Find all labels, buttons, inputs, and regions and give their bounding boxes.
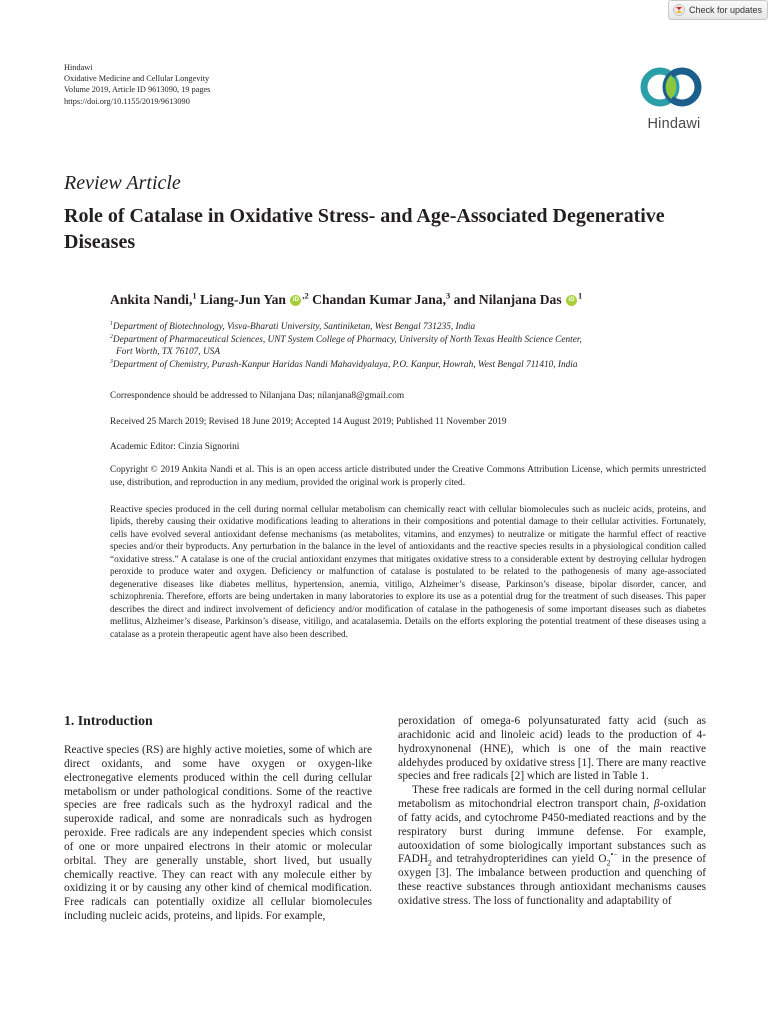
check-for-updates-label: Check for updates bbox=[689, 5, 763, 15]
section-heading: 1. Introduction bbox=[64, 713, 153, 728]
subscript: 2 bbox=[606, 858, 611, 868]
author-name[interactable]: and Nilanjana Das bbox=[453, 292, 562, 307]
affiliation-mark: 2 bbox=[110, 333, 113, 340]
orcid-icon[interactable]: iD bbox=[566, 295, 577, 306]
author-name[interactable]: Liang-Jun Yan bbox=[199, 292, 286, 307]
author-list bbox=[110, 292, 582, 308]
superscript: •− bbox=[610, 850, 618, 860]
academic-editor: Academic Editor: Cinzia Signorini bbox=[110, 442, 240, 452]
orcid-icon[interactable]: iD bbox=[290, 295, 301, 306]
body-paragraph: peroxidation of omega-6 polyunsaturated fatty acid (such as arachidonic acid and linoleic acid) leads to the production of 4-hydroxynonenal (HNE), which is one of the main reactive aldehydes produced by oxidative stress [1]. There are many reactive species and free radicals [2] which are listed in Table 1. bbox=[398, 715, 706, 783]
body-paragraph: Reactive species (RS) are highly active moieties, some of which are direct oxidants, and some have oxygen or oxygen-like electronegative elements produced within the cell during cellular metabolism or under pathological conditions. Some of the reactive species are free radicals such as the hydroxyl radical and the superoxide radical, and some are nonradicals such as hydrogen peroxide. Free radicals are any independent species which consist of one or more unpaired electrons in their atomic or molecular orbital. They are generally unstable, short lived, but usually chemically reactive. They can react with any molecule either by oxidizing it or by causing any other kind of chemical modification. Free radicals can potentially oxidize all cellular biomolecules including nucleic acids, proteins, and lipids. For example, bbox=[64, 744, 372, 923]
affiliations bbox=[110, 321, 700, 371]
article-type: Review Article bbox=[64, 172, 181, 194]
publisher-name: Hindawi bbox=[64, 63, 93, 72]
hindawi-logo-text: Hindawi bbox=[647, 116, 701, 132]
text-run: -oxidation of fatty acids, and cytochrome P450-mediated reactions and by the respiratory burst during immune defense. For example, autooxidation of some biologically important substances such as FADH bbox=[398, 798, 706, 866]
author-affiliation-mark: 1 bbox=[192, 290, 197, 301]
affiliation-text: Department of Chemistry, Purash-Kanpur Haridas Nandi Mahavidyalaya, P.O. Kanpur, Howrah, West Bengal 711410, India bbox=[112, 359, 578, 370]
crossmark-icon bbox=[673, 4, 685, 16]
body-column-left bbox=[64, 744, 372, 924]
text-run: and tetrahydropteridines can yield O bbox=[431, 853, 607, 866]
copyright-notice: Copyright © 2019 Ankita Nandi et al. This is an open access article distributed under the Creative Commons Attribution License, which permits unrestricted use, distribution, and reproduction in any medium, provided the original work is properly cited. bbox=[110, 465, 706, 488]
article-title: Role of Catalase in Oxidative Stress- and Age-Associated Degenerative Diseases bbox=[64, 205, 665, 253]
journal-name: Oxidative Medicine and Cellular Longevity bbox=[64, 74, 210, 84]
check-for-updates-button[interactable] bbox=[668, 0, 768, 20]
body-column-right bbox=[398, 715, 706, 909]
correspondence: Correspondence should be addressed to Nilanjana Das; nilanjana8@gmail.com bbox=[110, 391, 405, 401]
affiliation-continuation: Fort Worth, TX 76107, USA bbox=[116, 347, 220, 358]
affiliation-mark: 3 bbox=[110, 358, 113, 365]
text-run: in the presence of oxygen [3]. The imbalance between production and quenching of these reactive substances through antioxidant mechanisms causes oxidative stress. The loss of functionality and adaptability of bbox=[398, 853, 707, 907]
journal-info bbox=[64, 62, 210, 107]
doi-link[interactable]: https://doi.org/10.1155/2019/9613090 bbox=[64, 96, 190, 106]
author-affiliation-mark: 1 bbox=[578, 290, 583, 301]
author-affiliation-mark: ,2 bbox=[302, 290, 309, 301]
author-name[interactable]: Ankita Nandi, bbox=[110, 292, 193, 307]
volume-line: Volume 2019, Article ID 9613090, 19 pages bbox=[64, 85, 211, 95]
abstract: Reactive species produced in the cell during normal cellular metabolism can chemically react with cellular biomolecules such as nucleic acids, proteins, and lipids, thereby causing their oxidative modifications leading to alterations in their compositions and potential damage to their cellular activities. Fortunately, cells have evolved several antioxidant defense mechanisms (as metabolites, vitamins, and enzymes) to neutralize or mitigate the harmful effect of reactive species and/or their byproducts. Any perturbation in the balance in the level of antioxidants and the reactive species results in a physiological condition called “oxidative stress.” A catalase is one of the crucial antioxidant enzymes that mitigates oxidative stress to a considerable extent by destroying cellular hydrogen peroxide to produce water and oxygen. Deficiency or malfunction of catalase is postulated to be related to the pathogenesis of many age-associated degenerative diseases like diabetes mellitus, hypertension, anemia, vitiligo, Alzheimer’s disease, Parkinson’s disease, bipolar disorder, cancer, and schizophrenia. Therefore, efforts are being undertaken in many laboratories to explore its use as a potential drug for the treatment of such diseases. This paper describes the direct and indirect involvement of deficiency and/or modification of catalase in the pathogenesis of some important diseases such as diabetes mellitus, Alzheimer’s disease, Parkinson’s disease, vitiligo, and acatalasemia. Details on the efforts exploring the potential treatment of these diseases using a catalase as a protein therapeutic agent have also been described. bbox=[110, 505, 706, 640]
affiliation-item bbox=[110, 321, 700, 334]
affiliation-mark: 1 bbox=[110, 320, 113, 327]
affiliation-item bbox=[110, 359, 700, 372]
subscript: 2 bbox=[427, 858, 432, 868]
publication-dates: Received 25 March 2019; Revised 18 June 2019; Accepted 14 August 2019; Published 11 November 2019 bbox=[110, 417, 507, 427]
author-affiliation-mark: 3 bbox=[445, 290, 451, 301]
author-name[interactable]: Chandan Kumar Jana, bbox=[312, 292, 446, 307]
affiliation-item bbox=[110, 334, 700, 347]
text-run: These free radicals are formed in the cell during normal cellular metabolism as mitochondrial electron transport chain, bbox=[398, 784, 706, 811]
body-paragraph bbox=[398, 784, 706, 909]
affiliation-text: Department of Pharmaceutical Sciences, UNT System College of Pharmacy, University of North Texas Health Science Center, bbox=[112, 334, 582, 345]
text-run-italic: β bbox=[653, 798, 660, 811]
affiliation-text: Department of Biotechnology, Visva-Bharati University, Santiniketan, West Bengal 731235, India bbox=[112, 322, 476, 332]
